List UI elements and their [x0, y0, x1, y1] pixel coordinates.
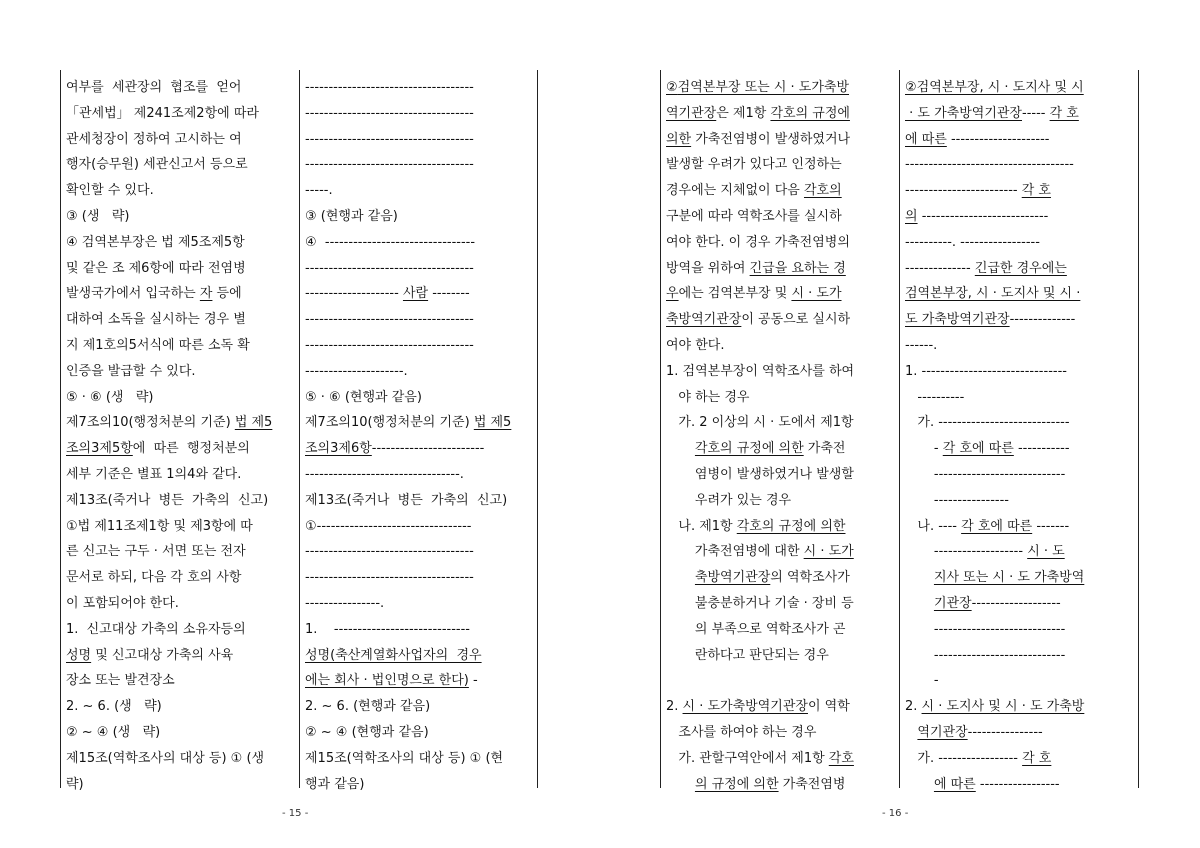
underlined-text: 에 따른	[933, 776, 976, 792]
page15-column-divider	[299, 70, 300, 788]
text-line	[66, 489, 296, 513]
text-line	[66, 618, 296, 642]
text-segment: ------------------------------------	[305, 570, 474, 586]
text-line	[905, 205, 1135, 229]
text-segment: 및 같은 조 제6항에 따라 전염병	[66, 260, 246, 276]
text-segment: ----------------------------	[905, 621, 1066, 637]
text-segment: 에는 검역본부장 및	[678, 286, 792, 302]
text-line	[305, 231, 533, 255]
text-segment: 불충분하거나 기술 · 장비 등	[666, 596, 854, 611]
text-line	[305, 128, 533, 152]
text-segment: 1. -----------------------------	[305, 621, 470, 637]
text-line	[666, 592, 896, 616]
text-segment: 2. ~ 6. (생 략)	[66, 699, 162, 715]
text-line	[905, 644, 1135, 668]
text-segment: 1. 검역본부장이 역학조사를 하여	[666, 363, 855, 379]
underlined-text: · 도 가축방역기관장	[905, 105, 1022, 121]
underlined-text: 시 · 도가축방역기관장	[682, 699, 808, 715]
text-line	[666, 308, 896, 332]
text-segment: -	[468, 673, 478, 689]
text-segment: ----------------	[905, 492, 1009, 508]
text-line	[905, 489, 1135, 513]
text-segment: ④ 검역본부장은 법 제5조제5항	[66, 234, 245, 250]
text-segment: 이 포함되어야 한다.	[66, 596, 179, 611]
text-segment: 가. -----------------	[905, 750, 1023, 766]
text-segment: ------------------------------------	[305, 80, 474, 95]
text-line	[305, 334, 533, 358]
text-segment: ⑤ · ⑥ (현행과 같음)	[305, 389, 422, 405]
text-segment: -------------------	[971, 596, 1061, 611]
underlined-text: 성명(축산계열화사업자의 경우	[305, 647, 482, 663]
underlined-text: 검역본부장, 시 · 도지사 및 시 ·	[905, 286, 1081, 302]
underlined-text: 법 제5	[234, 415, 273, 431]
text-segment: ----------------	[967, 725, 1043, 740]
text-segment: 장소 또는 발견장소	[66, 673, 175, 689]
underlined-text: 각호의 규정에 의한	[736, 518, 846, 534]
text-line	[305, 721, 533, 745]
text-line	[905, 179, 1135, 203]
text-line	[666, 437, 896, 461]
text-segment: 여야 한다.	[666, 338, 725, 353]
text-line	[305, 463, 533, 487]
text-segment: -----------	[1013, 441, 1070, 457]
text-line	[305, 437, 533, 461]
text-segment: -------------------	[905, 544, 1028, 560]
text-segment: ④ --------------------------------	[305, 234, 476, 250]
text-line	[666, 566, 896, 590]
text-line	[905, 153, 1135, 177]
page16-right-border	[1138, 70, 1139, 788]
text-segment: 2. ~ 6. (현행과 같음)	[305, 699, 431, 715]
underlined-text: 법 제5	[473, 415, 512, 431]
text-line	[66, 721, 296, 745]
text-line	[66, 592, 296, 616]
text-line	[305, 411, 533, 435]
text-segment: ------------------------------------	[305, 260, 474, 276]
text-segment: 발생할 우려가 있다고 인정하는	[666, 157, 842, 173]
text-line	[66, 76, 296, 100]
text-line	[305, 360, 533, 384]
text-segment: ③ (현행과 같음)	[305, 209, 398, 224]
text-segment: 이 역학	[807, 699, 850, 715]
text-segment: ------------------------------------	[305, 131, 474, 147]
text-line	[66, 437, 296, 461]
text-line	[905, 747, 1135, 771]
text-line	[66, 334, 296, 358]
text-segment: 발생국가에서 입국하는	[66, 286, 200, 302]
text-line	[666, 153, 896, 177]
underlined-text: 검역본부장 또는 시 · 도가축방	[677, 80, 850, 95]
underlined-text: 시 · 도가	[791, 286, 842, 302]
text-segment: 른 신고는 구두 · 서면 또는 전자	[66, 544, 246, 560]
text-segment: ----------. -----------------	[905, 234, 1040, 250]
text-segment: 제13조(죽거나 병든 가축의 신고)	[66, 492, 269, 508]
page16-column-divider	[899, 70, 900, 788]
text-line	[305, 179, 533, 203]
text-line	[305, 102, 533, 126]
text-segment: 조사를 하여야 하는 경우	[666, 725, 817, 740]
text-line	[305, 644, 533, 668]
text-segment	[666, 777, 695, 792]
text-line	[66, 515, 296, 539]
text-segment: 여야 한다. 이 경우 가축전염병의	[666, 234, 850, 250]
text-segment: ---------------------------	[917, 209, 1049, 224]
underlined-text: 각호	[828, 750, 854, 766]
underlined-text: 의 규정에 의한	[694, 776, 779, 792]
text-line	[905, 618, 1135, 642]
text-line	[66, 411, 296, 435]
text-segment: 관세청장이 정하여 고시하는 여	[66, 131, 242, 147]
text-segment: 제7조의10(행정처분의 기준)	[66, 415, 235, 431]
text-line	[905, 360, 1135, 384]
underlined-text: 도 가축방역기관장	[905, 312, 1010, 328]
text-line	[905, 334, 1135, 358]
text-line	[905, 128, 1135, 152]
text-segment: 문서로 하되, 다음 각 호의 사항	[66, 570, 242, 586]
underlined-text: 자	[199, 286, 213, 302]
text-segment: 가. ----------------------------	[905, 415, 1070, 431]
text-segment	[666, 570, 695, 585]
text-segment: 제15조(역학조사의 대상 등) ① (생	[66, 750, 265, 766]
text-segment: 가. 2 이상의 시 · 도에서 제1항	[666, 415, 854, 431]
text-segment: 경우에는 지체없이 다음	[666, 183, 804, 199]
text-segment: 가축전	[803, 441, 846, 457]
text-line	[666, 257, 896, 281]
text-segment: 1. 신고대상 가축의 소유자등의	[66, 621, 246, 637]
text-segment: 란하다고 판단되는 경우	[666, 647, 829, 663]
underlined-text: 축방역기관장	[694, 570, 771, 586]
text-segment: ------------------------	[371, 441, 485, 457]
text-segment: 방역을 위하여	[666, 260, 750, 276]
text-segment: -------	[1032, 518, 1070, 534]
text-line	[305, 566, 533, 590]
text-line	[66, 308, 296, 332]
text-line	[66, 747, 296, 771]
underlined-text: 각 호에 따른	[961, 518, 1033, 534]
text-line	[905, 411, 1135, 435]
underlined-text: 에는 회사 · 법인명으로 한다)	[305, 673, 469, 689]
underlined-text: 지사 또는 시 · 도 가축방역	[933, 570, 1085, 586]
text-line	[666, 721, 896, 745]
underlined-text: 역기관장	[666, 105, 717, 121]
underlined-text: 역기관장	[917, 725, 968, 740]
text-line	[66, 566, 296, 590]
underlined-text: 각 호	[1049, 105, 1079, 121]
page15-right-border	[537, 70, 538, 788]
text-line	[305, 669, 533, 693]
text-line	[666, 411, 896, 435]
text-line	[905, 566, 1135, 590]
text-segment: 제13조(죽거나 병든 가축의 신고)	[305, 492, 508, 508]
page15-number: - 15 -	[282, 808, 309, 819]
text-line	[666, 489, 896, 513]
text-segment: ------------------------------------	[305, 544, 474, 560]
text-segment: 「관세법」 제241조제2항에 따라	[66, 105, 259, 121]
page16-number: - 16 -	[882, 808, 909, 819]
text-line	[666, 179, 896, 203]
text-segment: 략)	[66, 776, 84, 792]
text-line	[305, 257, 533, 281]
text-segment: 등에	[212, 286, 242, 302]
text-segment: ----------------.	[305, 596, 385, 611]
text-segment: ------------------------------------	[305, 105, 474, 121]
text-segment: ------------------------------------	[305, 338, 474, 353]
text-segment: ①법 제11조제1항 및 제3항에 따	[66, 518, 253, 534]
text-line	[666, 463, 896, 487]
text-segment: --------	[428, 286, 470, 302]
text-segment: 제15조(역학조사의 대상 등) ① (현	[305, 750, 504, 766]
underlined-text: 기관장	[933, 596, 972, 611]
text-segment: -----------------	[975, 776, 1060, 792]
text-line	[305, 308, 533, 332]
text-line	[66, 463, 296, 487]
underlined-text: 각 호에 따른	[942, 441, 1014, 457]
text-line	[66, 179, 296, 203]
text-line	[905, 231, 1135, 255]
text-line	[66, 773, 296, 797]
text-line	[66, 540, 296, 564]
text-line	[66, 257, 296, 281]
underlined-text: 조의3제5항	[66, 441, 133, 457]
underlined-text: 에 따른	[905, 131, 947, 147]
text-line	[666, 773, 896, 797]
text-line	[905, 282, 1135, 306]
text-segment: ③ (생 략)	[66, 209, 130, 224]
text-segment: 확인할 수 있다.	[66, 183, 154, 199]
text-segment: 1. -------------------------------	[905, 363, 1067, 379]
text-segment: ----------------------------	[905, 467, 1066, 482]
text-line	[66, 231, 296, 255]
text-segment: --------------------	[305, 286, 403, 302]
text-line	[66, 669, 296, 693]
text-line	[305, 515, 533, 539]
underlined-text: 각호의 규정에 의한	[694, 441, 804, 457]
text-segment: ①---------------------------------	[305, 518, 472, 534]
text-segment: ------------------------------------	[305, 157, 474, 173]
text-line	[66, 386, 296, 410]
text-line	[305, 618, 533, 642]
text-segment: 2.	[666, 699, 683, 715]
text-segment: ---------------------	[946, 131, 1050, 147]
text-segment: --------------	[905, 260, 975, 276]
text-segment: 염병이 발생하였거나 발생할	[666, 467, 854, 482]
underlined-text: 우	[666, 286, 679, 302]
text-segment: 가축전염병이 발생하였거나	[691, 131, 851, 147]
text-segment: 행과 같음)	[305, 776, 365, 792]
text-line	[66, 153, 296, 177]
text-segment	[666, 441, 695, 456]
text-segment: 나. ----	[905, 518, 962, 534]
text-segment: -	[905, 673, 939, 689]
underlined-text: 조의3제6항	[305, 441, 372, 457]
underlined-text: ②검역본부장, 시 · 도지사 및 시	[905, 80, 1084, 95]
text-segment: 및 신고대상 가축의 사육	[91, 647, 234, 663]
text-segment: 나. 제1항	[666, 518, 737, 534]
text-line	[666, 334, 896, 358]
text-segment: ② ~ ④ (생 략)	[66, 725, 161, 740]
text-line	[666, 644, 896, 668]
text-line	[66, 205, 296, 229]
text-line	[66, 360, 296, 384]
text-segment: -	[905, 441, 943, 457]
text-segment: ------------------------------------	[305, 312, 474, 328]
text-line	[666, 128, 896, 152]
text-segment: 가축전염병에 대한	[666, 544, 804, 560]
text-segment: 이 공동으로 실시하	[741, 312, 851, 328]
text-segment: 가. 관할구역안에서 제1항	[666, 750, 829, 766]
text-segment: ------------------------	[905, 183, 1022, 199]
text-segment: -----.	[305, 183, 333, 199]
text-line	[905, 308, 1135, 332]
text-segment: 2.	[905, 699, 922, 715]
page15-current-text-column	[66, 76, 296, 792]
underlined-text: 축방역기관장	[666, 312, 742, 328]
text-line	[305, 282, 533, 306]
text-line	[66, 695, 296, 719]
text-segment: 행자(승무원) 세관신고서 등으로	[66, 157, 248, 173]
text-line	[305, 695, 533, 719]
text-segment: 가축전염병	[778, 776, 846, 792]
text-line	[905, 515, 1135, 539]
text-line	[905, 437, 1135, 461]
underlined-text: 각 호	[1022, 750, 1052, 766]
text-segment: 구분에 따라 역학조사를 실시하	[666, 209, 842, 224]
text-line	[666, 540, 896, 564]
page15-revised-text-column	[305, 76, 533, 792]
text-line	[666, 515, 896, 539]
text-line	[666, 360, 896, 384]
text-line	[905, 540, 1135, 564]
page15-left-border	[60, 70, 61, 788]
text-line	[905, 669, 1135, 693]
underlined-text: 각 호	[1021, 183, 1051, 199]
text-line	[905, 102, 1135, 126]
text-segment	[905, 570, 934, 585]
underlined-text: 의	[905, 209, 918, 224]
text-line	[305, 540, 533, 564]
underlined-text: 긴급을 요하는 경	[749, 260, 846, 276]
text-segment: 대하여 소독을 실시하는 경우 별	[66, 312, 246, 328]
text-line	[666, 669, 896, 693]
text-segment: ---------------------.	[305, 363, 408, 379]
underlined-text: 시 · 도	[1027, 544, 1065, 560]
text-segment: ----------	[905, 389, 965, 405]
text-segment: 은 제1항	[716, 105, 771, 121]
text-line	[305, 386, 533, 410]
page16-current-text-column	[666, 76, 896, 792]
text-segment: -----	[1022, 105, 1050, 121]
page16-left-border	[660, 70, 661, 788]
text-line	[905, 773, 1135, 797]
page16-revised-text-column	[905, 76, 1135, 792]
text-segment: ------------------------------------	[905, 157, 1074, 173]
text-segment: 의 부족으로 역학조사가 곤	[666, 621, 846, 637]
text-segment: ---------------------------------.	[305, 467, 464, 482]
text-line	[305, 592, 533, 616]
underlined-text: 사람	[402, 286, 429, 302]
text-line	[66, 282, 296, 306]
text-segment	[905, 777, 934, 792]
text-segment: 여부를 세관장의 협조를 얻어	[66, 80, 242, 95]
text-line	[66, 128, 296, 152]
text-segment	[905, 725, 917, 740]
text-line	[305, 153, 533, 177]
underlined-text: 성명	[66, 647, 92, 663]
text-line	[905, 695, 1135, 719]
underlined-text: 의한	[666, 131, 692, 147]
underlined-text: 각호의	[803, 183, 842, 199]
text-line	[905, 592, 1135, 616]
text-segment: ----------------------------	[905, 647, 1066, 663]
text-segment: ⑤ · ⑥ (생 략)	[66, 389, 154, 405]
text-line	[666, 231, 896, 255]
text-line	[666, 695, 896, 719]
text-line	[666, 282, 896, 306]
underlined-text: 긴급한 경우에는	[974, 260, 1067, 276]
text-segment: 우려가 있는 경우	[666, 492, 792, 508]
text-segment: --------------	[1009, 312, 1076, 328]
text-line	[905, 463, 1135, 487]
text-segment: ------.	[905, 338, 938, 353]
text-line	[666, 618, 896, 642]
text-line	[666, 386, 896, 410]
text-line	[905, 257, 1135, 281]
text-line	[666, 76, 896, 100]
text-line	[305, 747, 533, 771]
text-line	[666, 747, 896, 771]
text-segment: ② ~ ④ (현행과 같음)	[305, 725, 429, 740]
text-line	[305, 76, 533, 100]
text-line	[305, 205, 533, 229]
text-line	[666, 205, 896, 229]
text-segment: 야 하는 경우	[666, 389, 750, 405]
text-segment: 에 따른 행정처분의	[132, 441, 250, 457]
text-line	[905, 76, 1135, 100]
text-line	[305, 773, 533, 797]
text-line	[66, 644, 296, 668]
text-segment: 제7조의10(행정처분의 기준)	[305, 415, 474, 431]
text-segment: 세부 기준은 별표 1의4와 같다.	[66, 467, 242, 482]
underlined-text: 시 · 도가	[803, 544, 854, 560]
text-segment: 인증을 발급할 수 있다.	[66, 363, 196, 379]
text-line	[905, 721, 1135, 745]
text-line	[905, 386, 1135, 410]
text-line	[66, 102, 296, 126]
text-segment	[905, 596, 934, 611]
underlined-text: 시 · 도지사 및 시 · 도 가축방	[921, 699, 1085, 715]
underlined-text: ②	[666, 80, 678, 95]
text-line	[666, 102, 896, 126]
underlined-text: 각호의 규정에	[770, 105, 850, 121]
text-line	[305, 489, 533, 513]
text-segment: 의 역학조사가	[770, 570, 850, 586]
text-segment: 지 제1호의5서식에 따른 소독 확	[66, 338, 250, 353]
